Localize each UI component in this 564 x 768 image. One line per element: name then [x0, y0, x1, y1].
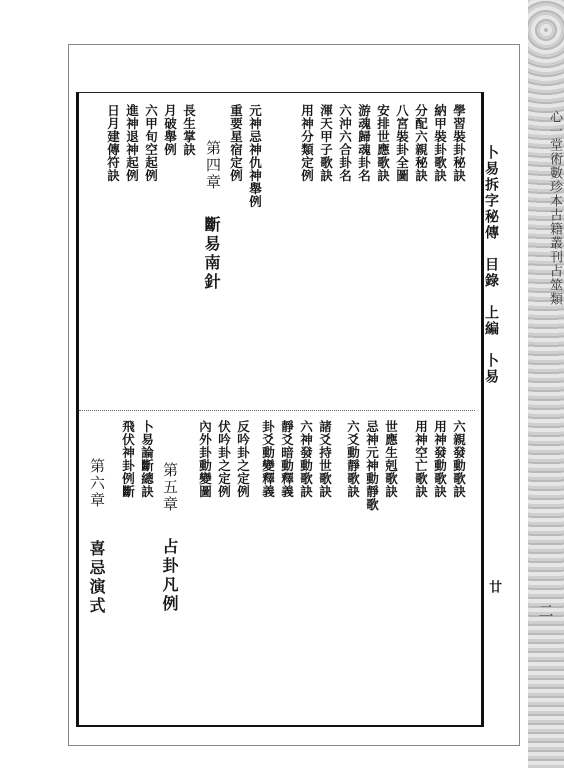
toc-item: 六爻動靜歌訣 [345, 420, 361, 498]
series-title [528, 110, 564, 306]
series-name: 心一堂術數珍本古籍叢刊 [547, 110, 562, 264]
toc-item: 世應生剋歌訣 [383, 420, 399, 498]
side-page-mark: 二 [538, 602, 554, 620]
chapter-6-title: 喜忌演式 [87, 540, 106, 616]
toc-item: 日月建傳符訣 [105, 104, 121, 182]
toc-item: 納甲裝卦歌訣 [432, 104, 448, 182]
toc-item: 諸爻持世歌訣 [317, 420, 333, 498]
toc-item: 分配六親秘訣 [413, 104, 429, 182]
chapter-4-title: 斷易南針 [202, 216, 221, 292]
chapter-5-label: 第五章 [161, 462, 179, 513]
book-title: 卜易拆字秘傳 [483, 145, 499, 241]
section-label: 目錄 [483, 257, 499, 289]
toc-item: 飛伏神卦例斷 [120, 420, 136, 498]
chapter-4-label: 第四章 [204, 140, 222, 191]
toc-item: 用神空亡歌訣 [413, 420, 429, 498]
toc-item: 六甲旬空起例 [143, 104, 159, 182]
toc-item: 反吟卦之定例 [235, 420, 251, 498]
page-header [484, 145, 498, 385]
toc-item: 靜爻暗動釋義 [279, 420, 295, 498]
toc-item: 六神發動歌訣 [298, 420, 314, 498]
section-divider [79, 410, 475, 411]
toc-item: 學習裝卦秘訣 [451, 104, 467, 182]
toc-item: 進神退神起例 [124, 104, 140, 182]
toc-item: 月破舉例 [162, 104, 178, 156]
toc-item: 安排世應歌訣 [375, 104, 391, 182]
toc-item: 內外卦動變圖 [197, 420, 213, 498]
toc-item: 元神忌神仇神舉例 [247, 104, 263, 208]
volume-label: 上編 [483, 305, 499, 337]
toc-item: 卦爻動變釋義 [260, 420, 276, 498]
page-number: 廿 [486, 580, 501, 593]
chapter-6-label: 第六章 [88, 458, 106, 509]
toc-item: 用神分類定例 [299, 104, 315, 182]
chapter-5-title: 占卦凡例 [160, 538, 179, 614]
series-category: 占筮類 [547, 264, 562, 306]
toc-item: 重要星宿定例 [228, 104, 244, 182]
toc-item: 游魂歸魂卦名 [356, 104, 372, 182]
toc-item: 忌神元神動靜歌 [364, 420, 380, 511]
toc-item: 渾天甲子歌訣 [318, 104, 334, 182]
toc-item: 卜易論斷總訣 [139, 420, 155, 498]
toc-item: 六親發動歌訣 [451, 420, 467, 498]
toc-item: 長生掌訣 [181, 104, 197, 156]
part-label: 卜易 [483, 353, 499, 385]
toc-item: 八宮裝卦全圖 [394, 104, 410, 182]
toc-item: 伏吟卦之定例 [216, 420, 232, 498]
toc-item: 用神發動歌訣 [432, 420, 448, 498]
toc-item: 六沖六合卦名 [337, 104, 353, 182]
